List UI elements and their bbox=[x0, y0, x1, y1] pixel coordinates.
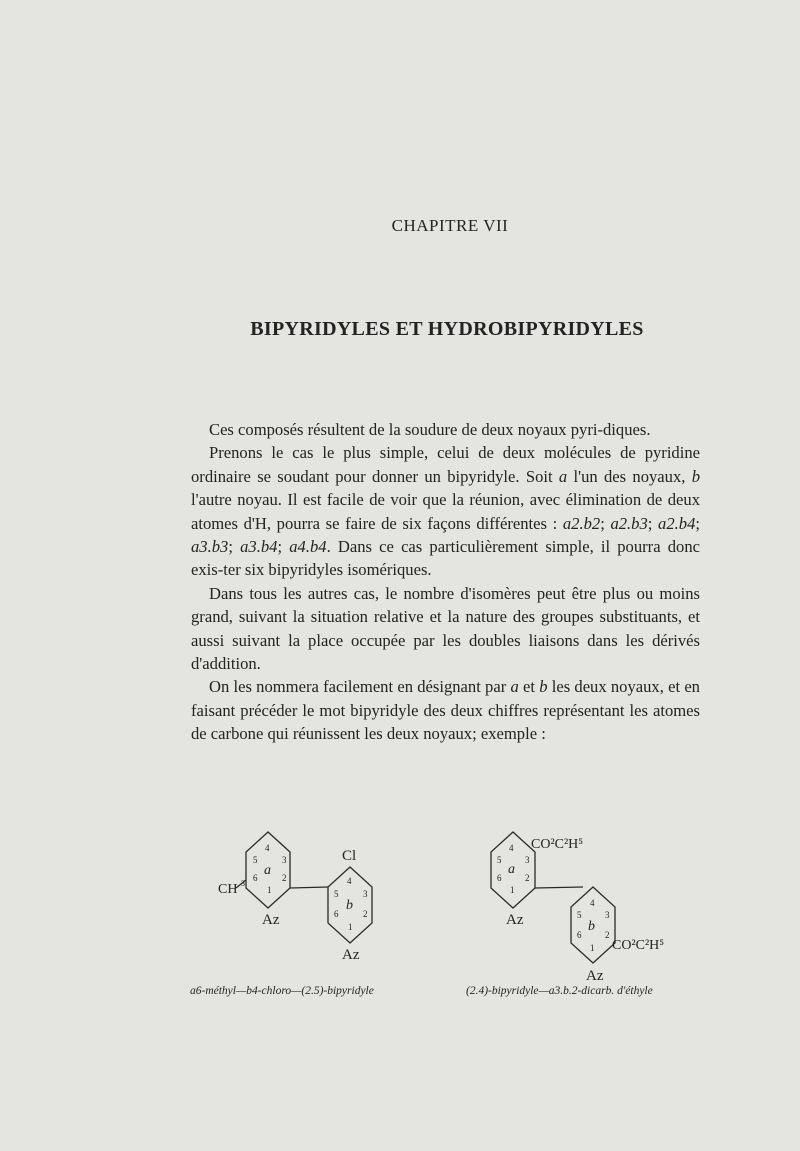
svg-text:4: 4 bbox=[590, 898, 595, 908]
body-text bbox=[191, 418, 700, 746]
paragraph-4: On les nommera facilement en désignant par a et b les deux noyaux, et en faisant précéder le mot bipyridyle des deux chiffres représentant les atomes de carbone qui réunissent les deux noyaux; exemple : bbox=[191, 677, 700, 744]
structural-formulas bbox=[188, 820, 708, 1010]
svg-text:6: 6 bbox=[253, 873, 258, 883]
svg-text:5: 5 bbox=[497, 855, 502, 865]
ester-right-label: CO²C²H⁵ bbox=[612, 938, 665, 953]
svg-text:1: 1 bbox=[267, 885, 272, 895]
svg-text:5: 5 bbox=[577, 910, 582, 920]
svg-text:1: 1 bbox=[590, 943, 595, 953]
paragraph-1: Ces composés résultent de la soudure de deux noyaux pyri-diques. bbox=[209, 420, 651, 439]
ch3-label: CH bbox=[218, 882, 238, 897]
ring-label-b-left: b bbox=[346, 898, 353, 913]
az-left-a: Az bbox=[262, 912, 280, 928]
ring-label-b-right: b bbox=[588, 919, 595, 934]
svg-text:3: 3 bbox=[605, 910, 610, 920]
svg-text:2: 2 bbox=[282, 873, 287, 883]
az-left-b: Az bbox=[342, 947, 360, 963]
pos-4-left-a: 4 bbox=[265, 843, 270, 853]
svg-text:2: 2 bbox=[363, 909, 368, 919]
chapter-heading: CHAPITRE VII bbox=[391, 216, 509, 235]
caption-right: (2.4)-bipyridyle—a3.b.2-dicarb. d'éthyle bbox=[466, 985, 653, 997]
svg-text:6: 6 bbox=[497, 873, 502, 883]
ester-top-label: CO²C²H⁵ bbox=[531, 837, 584, 852]
svg-text:5: 5 bbox=[253, 855, 258, 865]
svg-text:4: 4 bbox=[347, 876, 352, 886]
svg-text:3: 3 bbox=[363, 889, 368, 899]
link-right bbox=[535, 887, 583, 888]
az-right-a: Az bbox=[506, 912, 524, 928]
ring-label-a-left: a bbox=[264, 863, 271, 878]
svg-text:6: 6 bbox=[577, 930, 582, 940]
svg-text:2: 2 bbox=[605, 930, 610, 940]
svg-text:6: 6 bbox=[334, 909, 339, 919]
svg-text:1: 1 bbox=[348, 922, 353, 932]
svg-text:3: 3 bbox=[525, 855, 530, 865]
svg-text:1: 1 bbox=[510, 885, 515, 895]
cl-label: Cl bbox=[342, 848, 357, 864]
paragraph-2: Prenons le cas le plus simple, celui de deux molécules de pyridine ordinaire se soudant pour donner un bipyridyle. Soit a l'un des noyaux, b l'autre noyau. Il est facile de voir que la réunion, avec élimination de deux atomes d'H, pourra se faire de six façons différentes : a2.b2; a2.b3; a2.b4; a3.b3; a3.b4; a4.b4. Dans ce cas particulièrement simple, il pourra donc exis-ter six bipyridyles isomériques. bbox=[191, 443, 700, 580]
svg-text:2: 2 bbox=[525, 873, 530, 883]
svg-text:5: 5 bbox=[334, 889, 339, 899]
formulas-svg bbox=[188, 820, 708, 1010]
svg-text:3: 3 bbox=[282, 855, 287, 865]
svg-text:3: 3 bbox=[241, 879, 245, 888]
paragraph-3: Dans tous les autres cas, le nombre d'isomères peut être plus ou moins grand, suivant la situation relative et la nature des groupes substituants, et aussi suivant la place occupée par les doubles liaisons dans les dérivés d'addition. bbox=[191, 583, 700, 674]
svg-text:4: 4 bbox=[509, 843, 514, 853]
chapter-title: BIPYRIDYLES ET HYDROBIPYRIDYLES bbox=[250, 318, 644, 340]
caption-left: a6-méthyl—b4-chloro—(2.5)-bipyridyle bbox=[190, 985, 374, 997]
link-left bbox=[290, 887, 328, 888]
az-right-b: Az bbox=[586, 968, 604, 984]
ring-label-a-right: a bbox=[508, 862, 515, 877]
